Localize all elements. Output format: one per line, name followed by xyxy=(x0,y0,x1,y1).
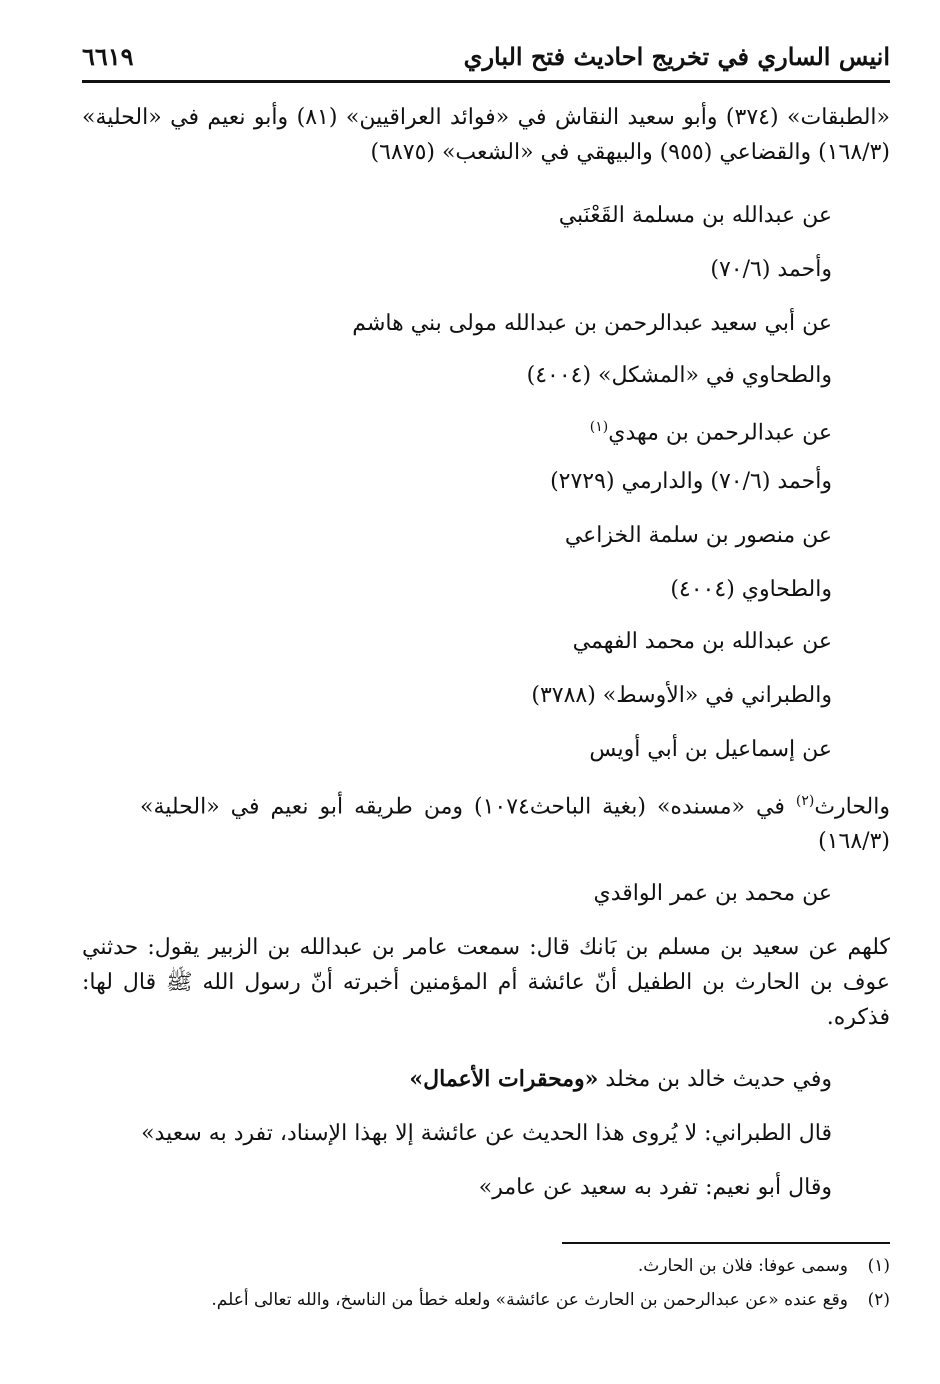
source-line: وأحمد (٧٠/٦) والدارمي (٢٧٢٩) xyxy=(550,469,832,494)
quote-line: وقال أبو نعيم: تفرد به سعيد عن عامر» xyxy=(478,1175,832,1200)
source-line: والطبراني في «الأوسط» (٣٧٨٨) xyxy=(531,683,832,708)
footnote xyxy=(211,1286,890,1314)
footnote-ref: (٢) xyxy=(795,793,815,809)
footnote-text: وقع عنده «عن عبدالرحمن بن الحارث عن عائشة» ولعله خطأ من الناسخ، والله تعالى أعلم. xyxy=(211,1290,848,1310)
footnote xyxy=(638,1252,890,1280)
paragraph-harith xyxy=(140,784,890,859)
chain-line: عن منصور بن سلمة الخزاعي xyxy=(564,523,832,548)
page-header xyxy=(82,40,890,78)
footnote-number: (١) xyxy=(867,1256,890,1276)
source-text: في «مسنده» (بغية الباحث١٠٧٤) ومن طريقه أبو نعيم في «الحلية» (١٦٨/٣) xyxy=(140,794,890,855)
source-text: والحارث xyxy=(814,794,890,820)
quote-line: قال الطبراني: لا يُروى هذا الحديث عن عائشة إلا بهذا الإسناد، تفرد به سعيد» xyxy=(141,1121,832,1146)
footnote-number: (٢) xyxy=(867,1290,890,1310)
running-title: انيس الساري في تخريج احاديث فتح الباري xyxy=(463,42,890,71)
source-line: وأحمد (٧٠/٦) xyxy=(710,257,832,282)
footnote-text: وسمى عوفا: فلان بن الحارث. xyxy=(637,1256,848,1276)
chain-line: عن إسماعيل بن أبي أويس xyxy=(589,737,832,762)
page-number: ٦٦١٩ xyxy=(82,42,134,71)
chain-line: عن أبي سعيد عبدالرحمن بن عبدالله مولى بني هاشم xyxy=(352,311,832,336)
paragraph-sources: «الطبقات» (٣٧٤) وأبو سعيد النقاش في «فوائد العراقيين» (٨١) وأبو نعيم في «الحلية» (١٦٨/٣) والقضاعي (٩٥٥) والبيهقي في «الشعب» (٦٨٧٥) xyxy=(82,105,890,165)
paragraph-chain-summary: كلهم عن سعيد بن مسلم بن بَانك قال: سمعت عامر بن عبدالله بن الزبير يقول: حدثني عوف بن الحارث بن الطفيل أنّ عائشة أم المؤمنين أخبرته أنّ رسول الله ﷺ قال لها: فذكره. xyxy=(82,935,890,1030)
chain-text: عن عبدالرحمن بن مهدي xyxy=(608,420,832,446)
chain-line: عن عبدالله بن مسلمة القَعْنَبي xyxy=(558,203,832,228)
footnote-rule xyxy=(562,1242,890,1244)
footnote-ref: (١) xyxy=(589,419,609,435)
chain-line: عن محمد بن عمر الواقدي xyxy=(593,881,832,906)
note-line xyxy=(409,1062,832,1097)
note-text: وفي حديث خالد بن مخلد xyxy=(598,1067,832,1092)
source-line: والطحاوي (٤٠٠٤) xyxy=(670,577,832,602)
header-rule xyxy=(82,80,890,83)
bold-phrase: «ومحقرات الأعمال» xyxy=(409,1066,599,1092)
chain-line: عن عبدالله بن محمد الفهمي xyxy=(572,629,832,654)
chain-line xyxy=(590,410,832,450)
source-line: والطحاوي في «المشكل» (٤٠٠٤) xyxy=(526,363,832,388)
